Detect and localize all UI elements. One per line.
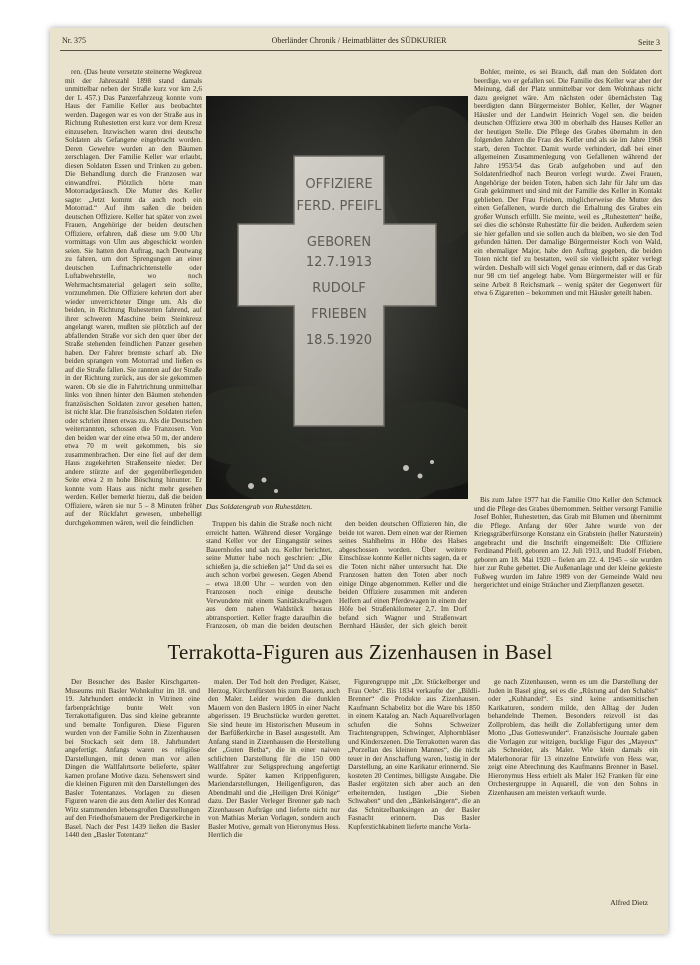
- article1-column-3: [339, 520, 467, 632]
- header-rule: [60, 50, 662, 51]
- svg-text:OFFIZIERE: OFFIZIERE: [305, 177, 373, 192]
- article2-headline: Terrakotta-Figuren aus Zizenhausen in Basel: [167, 640, 553, 664]
- page-number: Seite 3: [638, 38, 660, 47]
- svg-text:RUDOLF: RUDOLF: [312, 281, 366, 296]
- article1-text-3: den beiden deutschen Offizieren hin, die beide tot waren. Dem einen war der Riemen seines Stahlhelms in Höhe des Halses abgeschossen worden. Über weitere Einschüsse konnte Keller nichts sagen, da er die Toten nicht näher untersucht hat. Die Franzosen hatten den Toten aber noch einige Dinge abgenommen. Keller und die beiden Offiziere zusammen mit anderen Helfern auf einen Pferdewagen in einem der Höfe bei Straßenkilometer 2,7. Im Dorf befand sich Wagner und Straßenwart Bernhard Häusler, der sich gleich bereit: [339, 520, 467, 630]
- photo-caption: Das Soldatengrab von Ruhestätten.: [206, 502, 313, 511]
- newspaper-page: [50, 28, 668, 934]
- page-header: [50, 28, 668, 50]
- article1-column-1: [65, 68, 202, 583]
- svg-text:GEBOREN: GEBOREN: [306, 235, 372, 250]
- article1-column-4b: [474, 496, 662, 632]
- article2-column-2: [208, 678, 340, 890]
- article1-text-2: Truppen bis dahin die Straße noch nicht erreicht hatten. Während dieser Vorgänge stand Keller vor der Eingangstür seines Bauernhofes und sah zu. Keller berichtet, seine Mutter habe noch geschrien: „Die schießen ja, die schießen ja!“ Und da sei es auch schon vorbei gewesen. Gegen Abend – etwa 18.00 Uhr – wurden von den Franzosen noch einige deutsche Verwundete mit einem Sanitätskraftwagen aus dem nahen Waldstück heraus abtransportiert. Keller fragte daraufhin die Franzosen, ob man die beiden deutschen: [206, 520, 332, 630]
- svg-text:FERD. PFEIFL: FERD. PFEIFL: [296, 199, 382, 214]
- article2-text-3: Figurengruppe mit „Dr. Stückelberger und Frau Oebs“. Bis 1834 verkaufte der „Bildli-Brenner“ die Produkte aus Zizenhausen. Kaufmann Schabelitz bot die Ware bis 1850 in einem Katalog an. Nach Aquarellvorlagen schufen die Sohns Schweizer Trachtengruppen, Schwinger, Alphornbläser und Kinderszenen. Die Terrakotten waren das „Porzellan des kleinen Mannes“, die nicht teuer in der Anschaffung waren, lustig in der Darstellung, an eine Karikatur erinnernd. Sie kosteten 20 Centimes, billigste Ausgabe. Die Basler ergötzten sich aber auch an den erheiternden, lustigen „Die Sieben Schwaben“ und den „Bänkelsängern“, die an das Schnitzelbanksingen an der Basler Fasnacht erinnern. Das Basler Kupferstichkabinett lieferte manche Vorla-: [348, 678, 480, 831]
- article2-column-1: [65, 678, 200, 890]
- svg-text:12.7.1913: 12.7.1913: [305, 255, 373, 270]
- svg-text:18.5.1920: 18.5.1920: [305, 333, 373, 348]
- article2-column-4: [488, 678, 658, 890]
- article2-text-4: ge nach Zizenhausen, wenn es um die Darstellung der Juden in Basel ging, sei es die „Rüstung auf den Schabis“ oder „Kuhhandel“. Es sind keine antisemitischen Karikaturen, sondern milde, den Alltag der Juden behandelnde Themen. Besonders reizvoll ist das Zollproblem, das heißt die Zollabfertigung unter dem Motto „Das Gotteswunder“. Französische Journale gaben die Vorlagen zur witzigen, bucklige Figur des „Mayeux“ als Schneider, als Maler. Wie klein damals ein Malerhonorar für 13 einzelne Entwürfe von Hess war, zeigt eine Abrechnung des Kaufmanns Brenner in Basel. Hieronymus Hess erhielt als Maler 162 Franken für eine Orchestergruppe in Aquarell, die von den Sohns in Zizenhausen am meisten verkauft wurde.: [488, 678, 658, 797]
- issue-number: Nr. 375: [62, 36, 86, 45]
- article2-text-1: Der Besucher des Basler Kirschgarten-Museums mit Basler Wohnkultur im 18. und 19. Jahrhundert entdeckt in Vitrinen eine farbenprächtige bunte Welt von Terrakottafiguren. Das sind kleine gebrannte und bemalte Tonfiguren. Diese Figuren wurden von der Familie Sohn in Zizenhausen bei Stockach seit dem 18. Jahrhundert angefertigt. Anfangs waren es religiöse Darstellungen, mit denen man vor allen Dingen die Wallfahrtsorte belieferte, später kamen profane Motive dazu. Sehenswert sind die kleinen Figuren mit den Darstellungen des Basler Totentanzes. Vorlagen zu diesen Figuren waren die aus dem Atelier des Konrad Witz stammenden lebensgroßen Darstellungen auf den Friedhofsmauern der Predigerkirche in Basel. Nach der Pest 1439 ließen die Basler 1440 den „Basler Totentanz“: [65, 678, 200, 839]
- grave-cross-image: [206, 96, 468, 499]
- article1-text-4b: Bis zum Jahre 1977 hat die Familie Otto Keller den Schmuck und die Pflege des Grabes übernommen. Seither versorgt Familie Josef Bohler, Ruhestetten, das Grab mit Blumen und übernimmt die Pflege. Anfang der 60er Jahre wurde von der Kriegsgräberfürsorge Konstanz ein Grabstein (heller Naturstein) angebracht und die Inschrift eingemeißelt: Die Offiziere Ferdinand Pfeifl, geboren am 12. Juli 1913, und Rudolf Frieben, geboren am 18. Mai 1920 – fielen am 22. 4. 1945 – sie wurden hier zur Ruhe gebettet. Die Außenanlage und der kleine gekieste Fußweg wurden im Jahre 1989 von der Gemeinde Wald neu hergerichtet und einige Sträucher und Zierpflanzen gesetzt.: [474, 496, 662, 589]
- publication-title: Oberländer Chronik / Heimatblätter des SÜDKURIER: [271, 36, 447, 45]
- article2-column-3: [348, 678, 480, 890]
- article1-text-1: ren. (Das heute versetzte steinerne Wegkreuz mit der Jahreszahl 1898 stand damals unmittelbar neben der Straße kurz vor km 2,6 der L 457.) Das Panzerfahrzeug konnte vom Haus der Familie Keller aus beobachtet werden. Dagegen war es von der Straße aus in Richtung Ruhestetten erst kurz vor dem Kreuz einzusehen. Inzwischen waren drei deutsche Soldaten als Gefangene eingebracht worden. Deren Gewehre wurden an den Bäumen zerschlagen. Der Familie Keller war erlaubt, diesen Soldaten Essen und Trinken zu geben. Die Behandlung durch die Franzosen war einwandfrei. Plötzlich hörte man Motorradgeräusch. Die Mutter des Keller sagte: „Jetzt kommt da auch noch ein Motorrad.“ Auf ihm saßen die beiden deutschen Offiziere. Keller hat später von zwei Frauen, Angehörige der beiden deutschen Offiziere, erfahren, daß diese um 9.00 Uhr vormittags von Ulm aus abgeschickt worden seien. Sie hatten den Auftrag, nach Deutwang zu fahren, um dort Sprengungen an einer deutschen Luftnachrichtenstelle oder Luftabwehrstelle, wo noch Wehrmachtsmaterial gelagert sein sollte, vorzunehmen. Die Offiziere kehrten dort aber wieder unverrichteter Dinge um. Als die beiden, in Richtung Ruhestetten fahrend, auf ihrer schweren Maschine beim Steinkreuz angelangt waren, mußten sie plötzlich auf der abfallenden Straße vor sich den quer über der Straße stehenden feindlichen Panzer gesehen haben. Der Fahrer bremste scharf ab. Die beiden sprangen vom Motorrad und ließen es auf die Straße fallen. Sie rannten auf der Straße in der Richtung zurück, aus der sie gekommen waren. Ob sie die in Fahrtrichtung unmittelbar links von ihnen hinter den Bäumen stehenden französischen Soldaten zuvor gesehen hatten, ist nicht klar. Die französischen Soldaten riefen oder schrien ihnen etwas zu. Als die Deutschen weiterrannten, schossen die Franzosen. Von den beiden war der eine etwa 50 m, der andere etwa 70 m weit gekommen, bis sie zusammenbrachen. Der eine fiel auf der dem Haus zugekehrten Straßenseite nieder. Der andere stürzte auf der gegenüberliegenden Seite etwa 2 m hohe Böschung hinunter. Er konnte vom Haus aus nicht mehr gesehen werden. Keller bemerkt hierzu, daß die beiden Offiziere, wären sie nur 5 – 8 Minuten früher auf der Rückfahrt gewesen, unbehelligt durchgekommen wären, weil die feindlichen: [65, 68, 202, 527]
- article1-column-2: [206, 520, 332, 632]
- article2-text-2: malen. Der Tod holt den Prediger, Kaiser, Herzog, Kirchenfürsten bis zum Bauern, auch den Maler. Leider wurden die dunklen Mauern von den Baslern 1805 in einer Nacht abgerissen. 19 Bruchstücke wurden gerettet. Sie sind heute im Historischen Museum in der Barfüßerkirche in Basel ausgestellt. Am Anfang stand in Zizenhausen die Herstellung der „Guten Betha“, die in einer naiven schlichten Darstellung für die 150 000 Wallfahrer zur Seligsprechung angefertigt wurde. Später kamen Krippenfiguren, Mariendarstellungen, Heiligenfiguren, das Abendmahl und die „Heiligen Drei Könige“ dazu. Der Basler Verleger Brenner gab nach Zizenhausen Aufträge und lieferte nicht nur von Mathias Merian Vorlagen, sondern auch Basler Motive, gemalt von Hieronymus Hess. Herrlich die: [208, 678, 340, 839]
- grave-photo: [206, 96, 468, 499]
- article1-column-4a: [474, 68, 662, 491]
- svg-text:FRIEBEN: FRIEBEN: [311, 307, 367, 322]
- article1-text-4a: Bohler, meinte, es sei Brauch, daß man den Soldaten dort beerdige, wo er gefallen sei. Die Familie des Keller war aber der Meinung, daß der Platz unmittelbar vor dem Wohnhaus nicht dazu geeignet wäre. Am nächsten oder übernächsten Tag beerdigten dann Bürgermeister Bohler, Keller, der Wagner Häusler und der Landwirt Heinrich Vogel sen. die beiden deutschen Offiziere etwa 300 m oberhalb des Hauses Keller an der heutigen Stelle. Die Pflege des Grabes übernahm in den folgenden Jahren die Frau des Keller und als sie im Jahre 1968 starb, deren Tochter. Damit wurde verhindert, daß bei einer allgemeinen Zusammenlegung von Gefallenen während der Jahre 1953/54 das Grab aufgehoben und auf den Soldatenfriedhof nach Beuron verlegt wurde. Zwei Frauen, Angehörige der beiden Toten, haben sich Jahr für Jahr um das Grab gekümmert und sind mit der Familie des Keller in Kontakt geblieben. Der Frau Frieben, möglicherweise die Mutter des einen Gefallenen, wurde durch die Erhaltung des Grabes ein großer Wunsch erfüllt. Sie meinte, weil es „Ruhestetten“ heiße, sei dies die schönste Ruhestätte für die beiden. Außerdem seien sie hier gefallen und sie sollen auch da bleiben, wo sie den Tod gefunden hätten. Der damalige Bürgermeister Koch von Wald, ein ehemaliger Major, habe den Auftrag gegeben, die beiden Toten nicht tief zu bestatten, weil sie vielleicht später verlegt würden. Deshalb will sich Vogel genau erinnern, daß er das Grab nur 98 cm tief angelegt habe. Vom Bürgermeister will er für seine Arbeit 8 Reichsmark – wenig später der Gegenwert für etwa 6 Zigaretten – bekommen und mit Häusler geteilt haben.: [474, 68, 662, 297]
- author-signature: Alfred Dietz: [610, 898, 648, 907]
